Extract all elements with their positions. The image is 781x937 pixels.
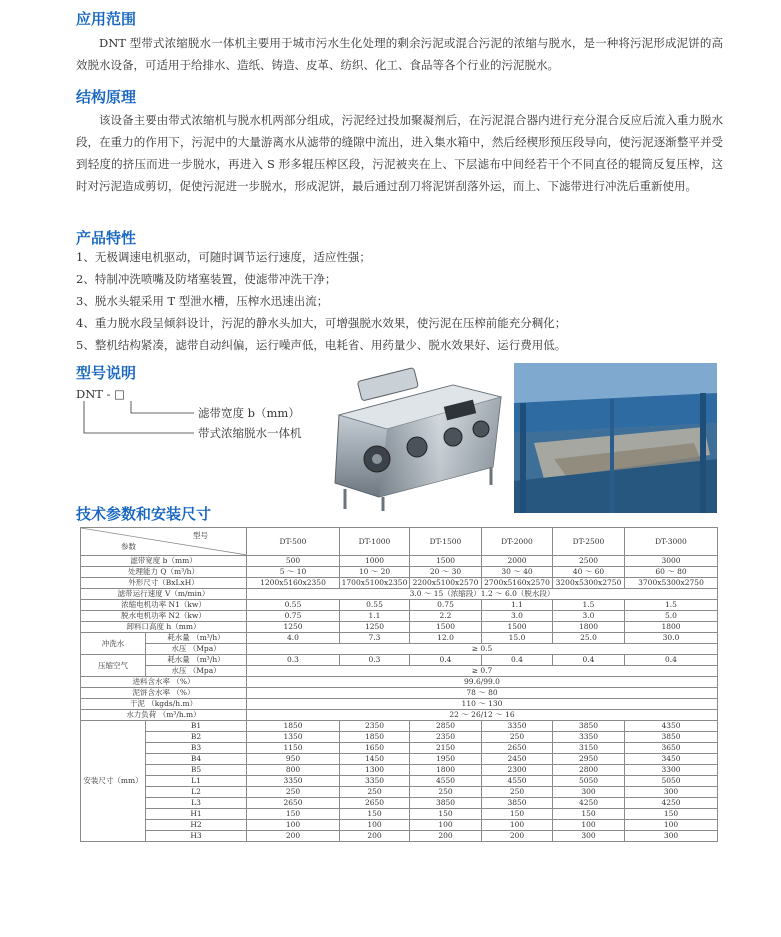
model-header-cell: DT-2000 [482, 528, 553, 556]
value-cell: 200 [482, 831, 553, 842]
table-row [81, 567, 718, 578]
spec-table [80, 527, 718, 842]
param-label: 耗水量 （m³/h） [146, 655, 247, 666]
value-cell: 3300 [625, 765, 718, 776]
value-cell: 3200x5300x2750 [553, 578, 625, 589]
table-row [81, 655, 718, 666]
specs-heading: 技术参数和安装尺寸 [76, 505, 212, 523]
table-row [81, 666, 718, 677]
value-cell: 3350 [247, 776, 340, 787]
value-cell: 0.75 [247, 611, 340, 622]
table-row [81, 578, 718, 589]
value-cell: 3350 [340, 776, 410, 787]
value-cell: 2650 [247, 798, 340, 809]
value-cell: 1.1 [340, 611, 410, 622]
param-label: L1 [146, 776, 247, 787]
table-row [81, 809, 718, 820]
value-cell: 800 [247, 765, 340, 776]
header-param-label: 参数 [121, 542, 136, 551]
value-cell: 1500 [410, 622, 482, 633]
value-cell: 2450 [482, 754, 553, 765]
value-cell: 15.0 [482, 633, 553, 644]
value-cell: 20 ～ 30 [410, 567, 482, 578]
model-header-cell: DT-3000 [625, 528, 718, 556]
value-cell: 250 [482, 787, 553, 798]
value-cell: 1800 [410, 765, 482, 776]
param-label: L2 [146, 787, 247, 798]
value-cell: 0.4 [410, 655, 482, 666]
value-cell: 5.0 [625, 611, 718, 622]
merged-value-cell: 78 ～ 80 [247, 688, 718, 699]
value-cell: 3450 [625, 754, 718, 765]
param-label: B1 [146, 721, 247, 732]
table-row [81, 688, 718, 699]
value-cell: 100 [553, 820, 625, 831]
value-cell: 0.4 [553, 655, 625, 666]
value-cell: 60 ～ 80 [625, 567, 718, 578]
value-cell: 4350 [625, 721, 718, 732]
model-header-cell: DT-500 [247, 528, 340, 556]
model-header-cell: DT-1500 [410, 528, 482, 556]
value-cell: 2500 [553, 556, 625, 567]
value-cell: 1500 [410, 556, 482, 567]
param-label: 耗水量 （m³/h） [146, 633, 247, 644]
table-row [81, 644, 718, 655]
value-cell: 4550 [410, 776, 482, 787]
merged-value-cell: 110 ～ 130 [247, 699, 718, 710]
param-label: 浓缩电机功率 N1（kw） [81, 600, 247, 611]
merged-value-cell: ≥ 0.7 [247, 666, 718, 677]
value-cell: 200 [340, 831, 410, 842]
value-cell: 2700x5160x2570 [482, 578, 553, 589]
table-row [81, 820, 718, 831]
value-cell: 1200x5160x2350 [247, 578, 340, 589]
value-cell: 0.55 [247, 600, 340, 611]
table-row [81, 710, 718, 721]
value-cell: 3350 [553, 732, 625, 743]
principle-heading: 结构原理 [76, 88, 137, 106]
param-label: 水压 （Mpa） [146, 644, 247, 655]
value-cell: 1.5 [553, 600, 625, 611]
merged-value-cell: 3.0 ～ 15（浓缩段）1.2 ～ 6.0（脱水段） [247, 589, 718, 600]
value-cell: 150 [410, 809, 482, 820]
scope-heading: 应用范围 [76, 10, 137, 28]
value-cell: 2350 [340, 721, 410, 732]
table-row [81, 589, 718, 600]
value-cell: 10 ～ 20 [340, 567, 410, 578]
value-cell: 200 [410, 831, 482, 842]
feature-item: 1、无极调速电机驱动，可随时调节运行速度，适应性强； [76, 250, 371, 264]
value-cell: 200 [247, 831, 340, 842]
value-cell: 4250 [625, 798, 718, 809]
value-cell: 150 [340, 809, 410, 820]
value-cell: 0.4 [625, 655, 718, 666]
model-heading: 型号说明 [76, 364, 137, 382]
value-cell: 150 [625, 809, 718, 820]
value-cell: 500 [247, 556, 340, 567]
value-cell: 1800 [625, 622, 718, 633]
value-cell: 2200x5100x2570 [410, 578, 482, 589]
param-label: H2 [146, 820, 247, 831]
param-label: B3 [146, 743, 247, 754]
feature-item: 4、重力脱水段呈倾斜设计，污泥的静水头加大，可增强脱水效果，使污泥在压榨前能充分稠化； [76, 316, 567, 330]
value-cell: 25.0 [553, 633, 625, 644]
value-cell: 1800 [553, 622, 625, 633]
model-name-label: 带式浓缩脱水一体机 [198, 426, 302, 440]
feature-item: 5、整机结构紧凑，滤带自动纠偏，运行噪声低，电耗省、用药量少、脱水效果好、运行费用低。 [76, 338, 567, 352]
table-row [81, 787, 718, 798]
value-cell: 4250 [553, 798, 625, 809]
value-cell: 0.3 [340, 655, 410, 666]
value-cell: 250 [410, 787, 482, 798]
header-model-label: 型号 [193, 531, 208, 540]
value-cell: 300 [553, 831, 625, 842]
value-cell: 100 [625, 820, 718, 831]
scope-text: DNT 型带式浓缩脱水一体机主要用于城市污水生化处理的剩余污泥或混合污泥的浓缩与脱水，是一种将污泥形成泥饼的高效脱水设备，可适用于给排水、造纸、铸造、皮革、纺织、化工、食品等各个行业的污泥脱水。 [76, 36, 723, 72]
table-row [81, 776, 718, 787]
value-cell: 3000 [625, 556, 718, 567]
value-cell: 1.1 [482, 600, 553, 611]
value-cell: 0.3 [247, 655, 340, 666]
value-cell: 250 [247, 787, 340, 798]
table-row [81, 556, 718, 567]
model-header-cell: DT-1000 [340, 528, 410, 556]
value-cell: 1700x5100x2350 [340, 578, 410, 589]
value-cell: 0.55 [340, 600, 410, 611]
group-label-wash: 冲洗水 [81, 633, 146, 655]
value-cell: 950 [247, 754, 340, 765]
value-cell: 4.0 [247, 633, 340, 644]
value-cell: 2650 [482, 743, 553, 754]
value-cell: 2.2 [410, 611, 482, 622]
table-row [81, 732, 718, 743]
table-row [81, 622, 718, 633]
value-cell: 1000 [340, 556, 410, 567]
param-label: H1 [146, 809, 247, 820]
param-label: H3 [146, 831, 247, 842]
feature-item: 2、特制冲洗喷嘴及防堵塞装置，使滤带冲洗干净； [76, 272, 337, 286]
value-cell: 0.75 [410, 600, 482, 611]
param-label: 脱水电机功率 N2（kw） [81, 611, 247, 622]
param-label: 进料含水率 （%） [81, 677, 247, 688]
value-cell: 1850 [340, 732, 410, 743]
value-cell: 1150 [247, 743, 340, 754]
value-cell: 250 [340, 787, 410, 798]
value-cell: 40 ～ 60 [553, 567, 625, 578]
value-cell: 5050 [553, 776, 625, 787]
value-cell: 2350 [410, 732, 482, 743]
value-cell: 3850 [553, 721, 625, 732]
value-cell: 250 [482, 732, 553, 743]
param-label: B2 [146, 732, 247, 743]
param-label: 卸料口高度 h（mm） [81, 622, 247, 633]
param-label: L3 [146, 798, 247, 809]
table-row [81, 721, 718, 732]
group-label-install: 安装尺寸（mm） [81, 721, 146, 842]
value-cell: 2650 [340, 798, 410, 809]
value-cell: 4550 [482, 776, 553, 787]
features-list [76, 246, 723, 356]
param-label: 滤带宽度 b（mm） [81, 556, 247, 567]
value-cell: 150 [553, 809, 625, 820]
value-cell: 3150 [553, 743, 625, 754]
feature-item: 3、脱水头辊采用 T 型泄水槽，压榨水迅速出流； [76, 294, 329, 308]
value-cell: 2300 [482, 765, 553, 776]
value-cell: 1250 [340, 622, 410, 633]
param-label: 泥饼含水率 （%） [81, 688, 247, 699]
value-cell: 30.0 [625, 633, 718, 644]
param-label: 干泥 （kgds/h.m） [81, 699, 247, 710]
value-cell: 1250 [247, 622, 340, 633]
value-cell: 3350 [482, 721, 553, 732]
value-cell: 2000 [482, 556, 553, 567]
param-label: B5 [146, 765, 247, 776]
value-cell: 5050 [625, 776, 718, 787]
merged-value-cell: ≥ 0.5 [247, 644, 718, 655]
value-cell: 5 ～ 10 [247, 567, 340, 578]
table-row [81, 754, 718, 765]
principle-text: 该设备主要由带式浓缩机与脱水机两部分组成，污泥经过投加聚凝剂后，在污泥混合器内进行充分混合反应后流入重力脱水段，在重力的作用下，污泥中的大量游离水从滤带的缝隙中流出，进入集水箱中，然后经楔形预压段导向，使污泥逐渐整平并受到轻度的挤压而进一步脱水，再进入 S 形多辊压榨区段，污泥被夹在上、下层滤布中间经若干个不同直径的辊筒反复压榨，这时对污泥造成剪切，促使污泥进一步脱水，形成泥饼，最后通过刮刀将泥饼刮落外运，而上、下滤带进行冲洗后重新使用。 [76, 113, 723, 193]
value-cell: 3850 [410, 798, 482, 809]
value-cell: 7.3 [340, 633, 410, 644]
table-row [81, 633, 718, 644]
value-cell: 3.0 [553, 611, 625, 622]
value-cell: 300 [553, 787, 625, 798]
value-cell: 1500 [482, 622, 553, 633]
header-corner-cell [81, 528, 247, 556]
model-header-cell: DT-2500 [553, 528, 625, 556]
group-label-air: 压缩空气 [81, 655, 146, 677]
table-row [81, 831, 718, 842]
table-row [81, 600, 718, 611]
value-cell: 0.4 [482, 655, 553, 666]
value-cell: 3850 [625, 732, 718, 743]
value-cell: 1300 [340, 765, 410, 776]
value-cell: 3.0 [482, 611, 553, 622]
param-label: 水力负荷 （m³/h.m） [81, 710, 247, 721]
machine-photo [325, 363, 508, 513]
value-cell: 150 [247, 809, 340, 820]
value-cell: 2150 [410, 743, 482, 754]
param-label: 外形尺寸（BxLxH） [81, 578, 247, 589]
table-row [81, 611, 718, 622]
table-row [81, 699, 718, 710]
merged-value-cell: 22 ～ 26/12 ～ 16 [247, 710, 718, 721]
value-cell: 1450 [340, 754, 410, 765]
param-label: 水压 （Mpa） [146, 666, 247, 677]
header-diagonal-line [81, 528, 247, 555]
value-cell: 1350 [247, 732, 340, 743]
param-label: B4 [146, 754, 247, 765]
value-cell: 1.5 [625, 600, 718, 611]
param-label: 处理能力 Q（m³/h） [81, 567, 247, 578]
value-cell: 100 [410, 820, 482, 831]
model-code: DNT - □ [76, 387, 126, 401]
table-row [81, 798, 718, 809]
features-heading: 产品特性 [76, 229, 137, 247]
value-cell: 100 [482, 820, 553, 831]
value-cell: 2950 [553, 754, 625, 765]
value-cell: 100 [247, 820, 340, 831]
value-cell: 30 ～ 40 [482, 567, 553, 578]
value-cell: 150 [482, 809, 553, 820]
value-cell: 3850 [482, 798, 553, 809]
value-cell: 1650 [340, 743, 410, 754]
value-cell: 1950 [410, 754, 482, 765]
model-width-label: 滤带宽度 b（mm） [198, 406, 300, 420]
table-row [81, 743, 718, 754]
table-row [81, 677, 718, 688]
value-cell: 1850 [247, 721, 340, 732]
value-cell: 3700x5300x2750 [625, 578, 718, 589]
table-row [81, 765, 718, 776]
value-cell: 300 [625, 787, 718, 798]
param-label: 滤带运行速度 V（m/min） [81, 589, 247, 600]
value-cell: 2850 [410, 721, 482, 732]
value-cell: 2800 [553, 765, 625, 776]
value-cell: 12.0 [410, 633, 482, 644]
model-diagram [76, 387, 316, 447]
site-photo [514, 363, 717, 513]
merged-value-cell: 99.6/99.0 [247, 677, 718, 688]
value-cell: 100 [340, 820, 410, 831]
value-cell: 300 [625, 831, 718, 842]
value-cell: 3650 [625, 743, 718, 754]
